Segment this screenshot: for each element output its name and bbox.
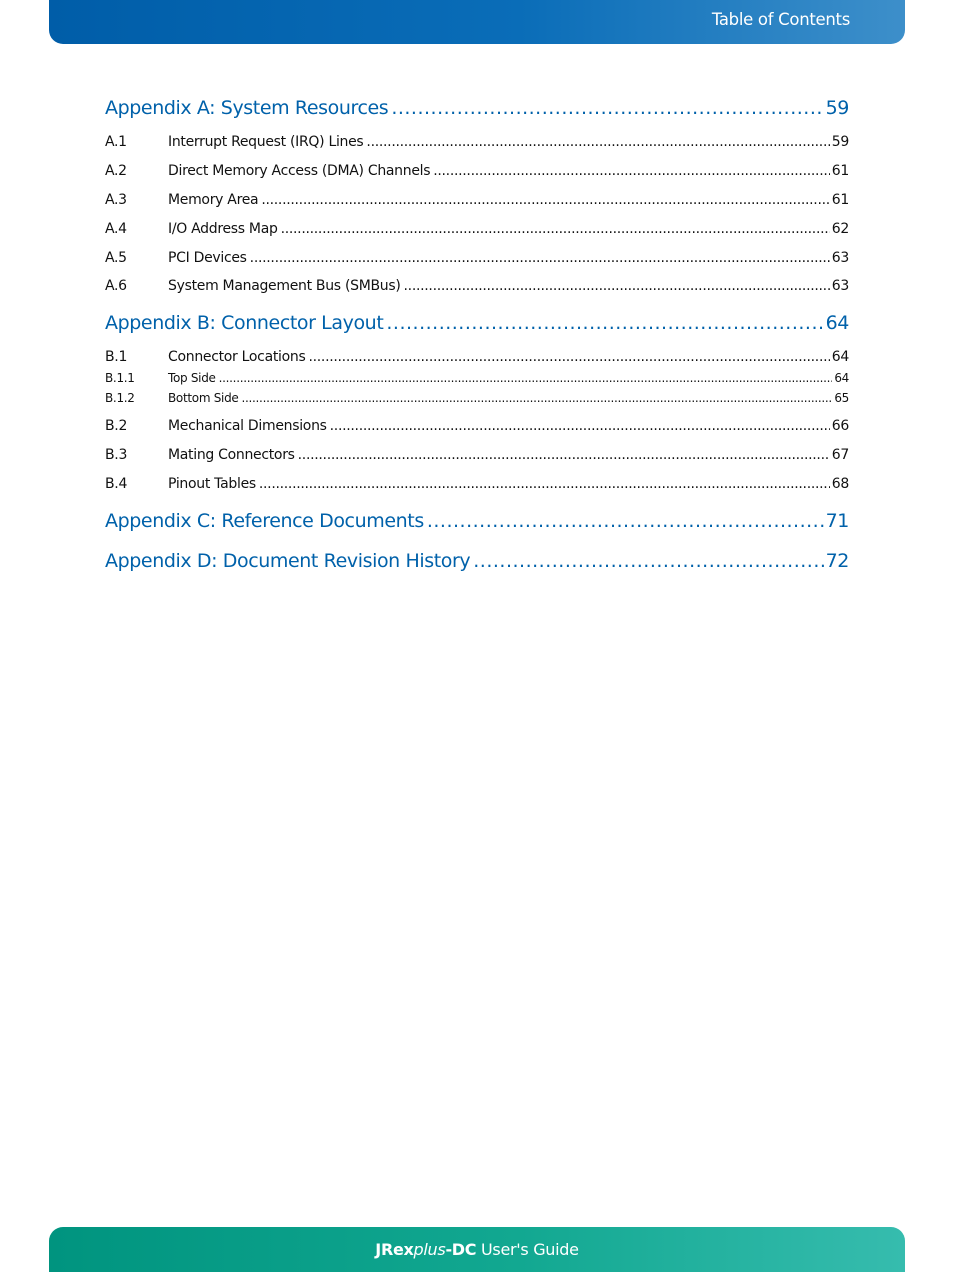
toc-section-number: B.1.1 [105,371,135,385]
toc-entry-title: Mechanical Dimensions [168,418,327,434]
leader-dots [330,418,830,434]
toc-page-number: 63 [831,278,849,294]
toc-entry-title: Pinout Tables [168,476,256,492]
product-name-suffix: -DC [445,1240,477,1259]
toc-entry-b2[interactable] [105,418,849,438]
toc-page-number: 61 [831,163,849,179]
toc-entry-title: Appendix B: Connector Layout [105,312,384,334]
toc-section-number: A.1 [105,134,127,150]
toc-entry-a2[interactable] [105,163,849,183]
leader-dots [250,250,830,266]
toc-section-number: B.3 [105,447,128,463]
toc-page-number: 62 [831,221,849,237]
leader-dots [433,163,830,179]
toc-appendix-d[interactable] [105,550,849,576]
leader-dots [427,510,824,532]
page-footer [49,1227,905,1272]
leader-dots [473,550,823,572]
toc-section-number: B.4 [105,476,128,492]
leader-dots [391,97,823,119]
toc-page-number: 61 [831,192,849,208]
toc-entry-title: Interrupt Request (IRQ) Lines [168,134,364,150]
toc-page-number: 71 [825,510,849,532]
toc-section-number: A.6 [105,278,127,294]
toc-page-number: 64 [831,349,849,365]
toc-section-number: B.2 [105,418,128,434]
product-name-italic: plus [413,1240,446,1259]
product-name-prefix: JRex [375,1240,414,1259]
toc-entry-title: Appendix D: Document Revision History [105,550,471,572]
toc-page-number: 59 [831,134,849,150]
page-header [49,0,905,44]
footer-title [49,1240,905,1259]
toc-entry-b1-1[interactable] [105,371,849,388]
toc-entry-b1[interactable] [105,349,849,369]
toc-entry-b3[interactable] [105,447,849,467]
leader-dots [298,447,830,463]
toc-entry-title: I/O Address Map [168,221,278,237]
toc-page-number: 66 [831,418,849,434]
toc-section-number: A.3 [105,192,127,208]
toc-page-number: 64 [825,312,849,334]
toc-section-number: B.1.2 [105,391,135,405]
toc-section-number: B.1 [105,349,128,365]
toc-entry-b1-2[interactable] [105,391,849,408]
leader-dots [281,221,830,237]
toc-entry-a1[interactable] [105,134,849,154]
toc-page-number: 59 [825,97,849,119]
toc-section-number: A.4 [105,221,127,237]
leader-dots [261,192,829,208]
toc-section-number: A.2 [105,163,127,179]
toc-entry-title: PCI Devices [168,250,247,266]
toc-entry-title: Memory Area [168,192,259,208]
leader-dots [366,134,829,150]
toc-entry-title: Top Side [168,371,216,385]
header-title: Table of Contents [711,10,850,29]
leader-dots [404,278,830,294]
toc-entry-a5[interactable] [105,250,849,270]
toc-entry-title: Appendix C: Reference Documents [105,510,424,532]
toc-page-number: 64 [834,371,849,385]
toc-entry-a4[interactable] [105,221,849,241]
guide-label: User's Guide [481,1240,579,1259]
toc-appendix-a[interactable] [105,97,849,123]
leader-dots [308,349,829,365]
toc-section-number: A.5 [105,250,127,266]
toc-entry-title: Connector Locations [168,349,306,365]
toc-entry-title: Direct Memory Access (DMA) Channels [168,163,431,179]
toc-page-number: 63 [831,250,849,266]
leader-dots [241,391,832,405]
leader-dots [219,371,833,385]
toc-entry-title: System Management Bus (SMBus) [168,278,401,294]
toc-page-number: 65 [834,391,849,405]
toc-page-number: 67 [831,447,849,463]
toc-entry-a3[interactable] [105,192,849,212]
toc-entry-a6[interactable] [105,278,849,298]
toc-appendix-c[interactable] [105,510,849,536]
toc-page-number: 68 [831,476,849,492]
toc-entry-title: Mating Connectors [168,447,295,463]
toc-entry-b4[interactable] [105,476,849,496]
toc-appendix-b[interactable] [105,312,849,338]
toc-page-number: 72 [825,550,849,572]
toc-entry-title: Appendix A: System Resources [105,97,389,119]
leader-dots [259,476,830,492]
toc-entry-title: Bottom Side [168,391,239,405]
leader-dots [386,312,823,334]
